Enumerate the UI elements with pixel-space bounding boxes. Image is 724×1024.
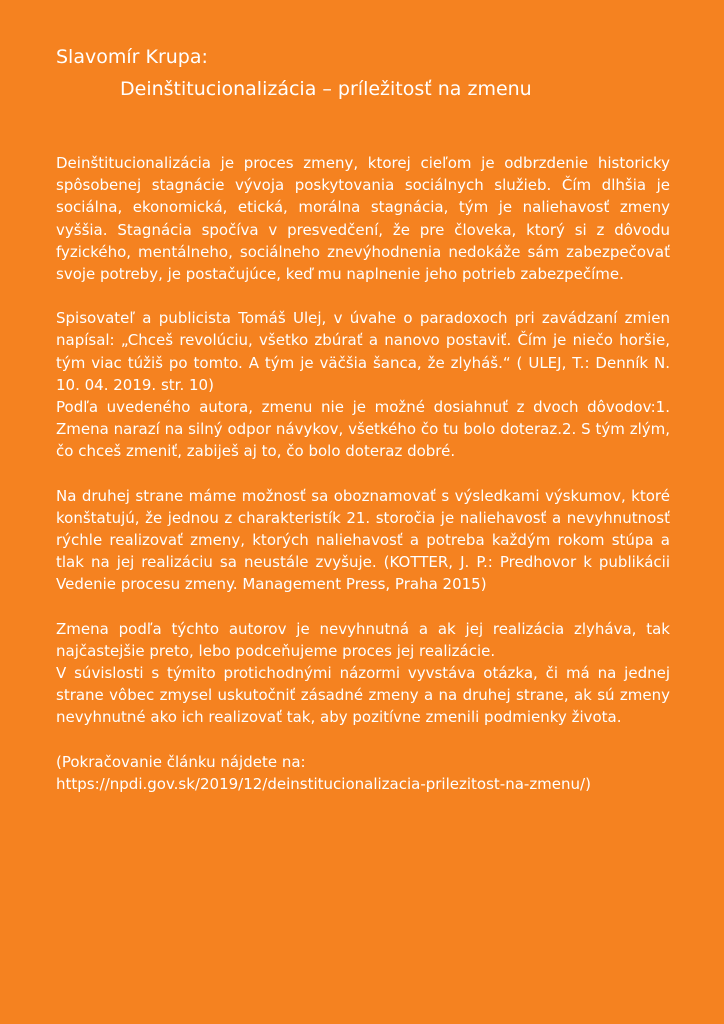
paragraph-ulej-quote: Spisovateľ a publicista Tomáš Ulej, v úvahe o paradoxoch pri zavádzaní zmien napísal: „Chceš revolúciu, všetko zbúrať a nanovo postaviť. Čím je niečo horšie, tým viac túžiš po tomto. A tým je väčšia šanca, že zlyháš.“ ( ULEJ, T.: Denník N. 10. 04. 2019. str. 10) [56,309,670,394]
paragraph-intro: Deinštitucionalizácia je proces zmeny, ktorej cieľom je odbrzdenie historicky spôsobenej stagnácie vývoja poskytovania sociálnych služieb. Čím dlhšia je sociálna, ekonomická, etická, morálna stagnácia, tým je naliehavosť zmeny vyššia. Stagnácia spočíva v presvedčení, že pre človeka, ktorý si z dôvodu fyzického, mentálneho, sociálneho znevýhodnenia nedokáže sám zabezpečovať svoje potreby, je postačujúce, keď mu naplnenie jeho potrieb zabezpečíme. [56,154,670,284]
paragraph-spacer [56,596,670,618]
paragraph-two-reasons: Podľa uvedeného autora, zmenu nie je možné dosiahnuť z dvoch dôvodov:1. Zmena narazí na silný odpor návykov, všetkého čo tu bolo doteraz.2. S tým zlým, čo chceš zmeniť, zabiješ aj to, čo bolo doteraz dobré. [56,398,670,461]
paragraph-spacer [56,285,670,307]
continuation-link[interactable]: https://npdi.gov.sk/2019/12/deinstitucionalizacia-prilezitost-na-zmenu/) [56,774,591,793]
paragraph-spacer [56,463,670,485]
article-title: Deinštitucionalizácia – príležitosť na zmenu [120,78,532,100]
paragraph-spacer [56,729,670,751]
article-body [56,152,670,795]
paragraph-question: V súvislosti s týmito protichodnými názormi vyvstáva otázka, či má na jednej strane vôbec zmysel uskutočniť zásadné zmeny a na druhej strane, ak sú zmeny nevyhnutné ako ich realizovať tak, aby pozitívne zmenili podmienky života. [56,664,670,727]
author-name: Slavomír Krupa: [56,46,208,68]
continuation-label: (Pokračovanie článku nájdete na: [56,752,306,771]
paragraph-necessity: Zmena podľa týchto autorov je nevyhnutná a ak jej realizácia zlyháva, tak najčastejšie preto, lebo podceňujeme proces jej realizácie. [56,619,670,660]
paragraph-kotter: Na druhej strane máme možnosť sa oboznamovať s výsledkami výskumov, ktoré konštatujú, že jednou z charakteristík 21. storočia je naliehavosť a nevyhnutnosť rýchle realizovať zmeny, ktorých naliehavosť a potreba každým rokom stúpa a tlak na jej realizáciu sa neustále zvyšuje. (KOTTER, J. P.: Predhovor k publikácii Vedenie procesu zmeny. Management Press, Praha 2015) [56,486,670,594]
